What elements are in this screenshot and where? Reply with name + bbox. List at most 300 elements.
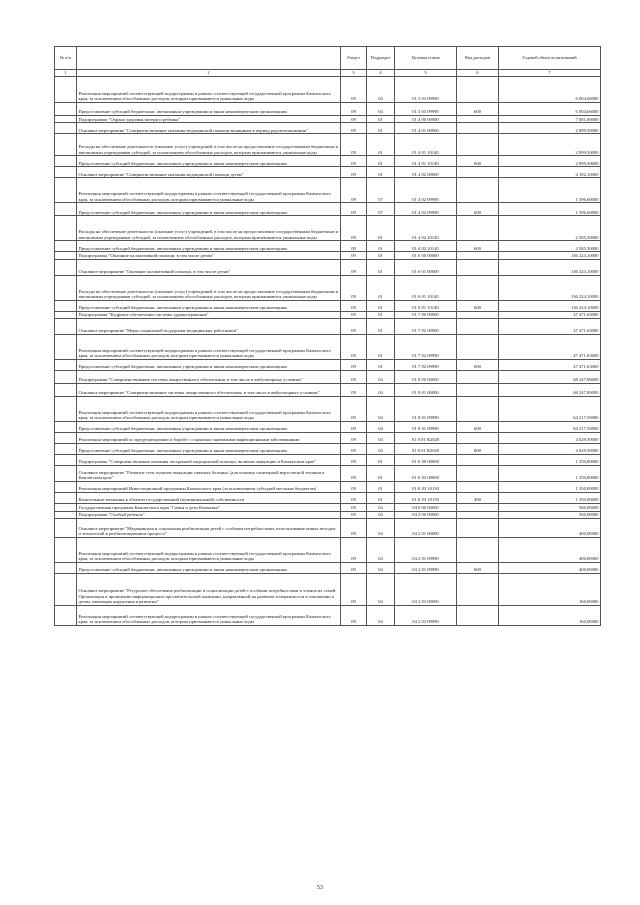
row-vid	[457, 606, 499, 626]
table-row	[55, 606, 601, 626]
row-number	[55, 167, 77, 178]
row-vid	[457, 455, 499, 466]
table-row	[55, 397, 601, 422]
row-sum: 47 471,63000	[499, 319, 601, 335]
table-row	[55, 422, 601, 433]
row-name: Основное мероприятие "Оказание паллиативной помощи, в том числе детям"	[77, 259, 341, 275]
row-vid	[457, 275, 499, 300]
table-row	[55, 444, 601, 455]
row-number	[55, 433, 77, 444]
row-number	[55, 300, 77, 311]
row-name: Предоставление субсидий бюджетным, автономным учреждениям и иным некоммерческим организациям	[77, 422, 341, 433]
row-podrazdel: 07	[367, 203, 395, 216]
table-row	[55, 300, 601, 311]
row-razdel: 09	[341, 319, 367, 335]
row-sum: 2 899,50000	[499, 156, 601, 167]
row-number	[55, 482, 77, 493]
row-podrazdel: 01	[367, 241, 395, 252]
table-row	[55, 574, 601, 606]
row-sum: 400,00000	[499, 538, 601, 563]
row-razdel: 09	[341, 519, 367, 538]
row-number	[55, 606, 77, 626]
table-row	[55, 275, 601, 300]
row-razdel: 09	[341, 167, 367, 178]
row-sum: 64 217,50000	[499, 422, 601, 433]
row-razdel: 09	[341, 77, 367, 103]
row-razdel: 09	[341, 203, 367, 216]
row-number	[55, 422, 77, 433]
row-name: Подпрограмма "Совершенствование системы лекарственного обеспечения, в том числе в амбулаторных условиях"	[77, 371, 341, 384]
row-vid	[457, 538, 499, 563]
row-podrazdel: 04	[367, 433, 395, 444]
row-razdel: 09	[341, 574, 367, 606]
row-number	[55, 103, 77, 116]
row-target: 01 Б 03 10130	[395, 493, 457, 504]
row-sum: 6 004,66000	[499, 103, 601, 116]
row-sum: 560,00000	[499, 511, 601, 518]
row-podrazdel: 04	[367, 397, 395, 422]
header-name	[77, 47, 341, 70]
row-vid	[457, 134, 499, 156]
row-target: 04 2 03 09990	[395, 606, 457, 626]
row-podrazdel: 01	[367, 335, 395, 360]
row-sum: 1 350,00000	[499, 466, 601, 482]
row-target: 04 2 00 00000	[395, 511, 457, 518]
row-number	[55, 360, 77, 371]
row-number	[55, 455, 77, 466]
row-vid	[457, 433, 499, 444]
row-vid	[457, 574, 499, 606]
row-name: Государственная программа Камчатского края "Семья и дети Камчатки"	[77, 504, 341, 511]
row-target: 01 Б 00 00000	[395, 455, 457, 466]
table-row	[55, 519, 601, 538]
row-target: 01 7 00 00000	[395, 311, 457, 318]
row-number	[55, 335, 77, 360]
row-vid	[457, 384, 499, 397]
row-razdel: 09	[341, 433, 367, 444]
row-razdel: 09	[341, 493, 367, 504]
table-row	[55, 203, 601, 216]
table-row	[55, 371, 601, 384]
header-sum: Годовой объем ассигнований	[499, 47, 601, 70]
row-vid	[457, 252, 499, 259]
row-name: Основное мероприятие "Ресурсное обеспечение реабилитации и социализации детей с особыми потребностями и членов их семей. Организация и проведение информационно-просветительской кампании, направленной на развитие толерантности в отношении к детям, имеющим нарушения в развитии"	[77, 574, 341, 606]
row-podrazdel: 04	[367, 77, 395, 103]
table-row	[55, 482, 601, 493]
row-razdel: 09	[341, 156, 367, 167]
row-number	[55, 241, 77, 252]
column-number: 1	[55, 70, 77, 77]
row-name: Предоставление субсидий бюджетным, автономным учреждениям и иным некоммерческим организациям	[77, 203, 341, 216]
row-vid	[457, 511, 499, 518]
row-razdel: 09	[341, 422, 367, 433]
row-sum: 400,00000	[499, 519, 601, 538]
row-number	[55, 493, 77, 504]
row-target: 01 4 02 00000	[395, 167, 457, 178]
row-vid	[457, 167, 499, 178]
row-razdel: 09	[341, 538, 367, 563]
row-number	[55, 319, 77, 335]
row-sum: 2 585,50000	[499, 241, 601, 252]
table-row	[55, 335, 601, 360]
row-target: 01 7 02 09990	[395, 360, 457, 371]
row-vid: 600	[457, 360, 499, 371]
row-sum: 1 596,60000	[499, 203, 601, 216]
row-sum: 68 247,00000	[499, 371, 601, 384]
row-name: Предоставление субсидий бюджетным, автономным учреждениям и иным некоммерческим организациям	[77, 300, 341, 311]
table-row	[55, 493, 601, 504]
row-number	[55, 538, 77, 563]
row-razdel: 09	[341, 384, 367, 397]
row-vid	[457, 319, 499, 335]
row-podrazdel: 04	[367, 371, 395, 384]
table-body	[55, 77, 601, 626]
row-razdel: 09	[341, 275, 367, 300]
header-razdel: Раздел	[341, 47, 367, 70]
column-number-row	[55, 70, 601, 77]
row-target: 01 8 01 R2020	[395, 433, 457, 444]
row-sum: 68 247,00000	[499, 384, 601, 397]
row-sum: 136 224,10000	[499, 252, 601, 259]
table-row	[55, 178, 601, 203]
row-sum: 400,00000	[499, 563, 601, 574]
row-sum: 64 217,50000	[499, 397, 601, 422]
row-sum: 6 004,66000	[499, 77, 601, 103]
row-number	[55, 371, 77, 384]
row-target: 01 6 01 00000	[395, 259, 457, 275]
row-name: Подпрограмма "Охрана здоровья матери и ребенка"	[77, 116, 341, 123]
row-number	[55, 311, 77, 318]
table-row	[55, 167, 601, 178]
table-row	[55, 103, 601, 116]
table-row	[55, 384, 601, 397]
row-sum: 47 471,63000	[499, 335, 601, 360]
row-target: 01 Б 03 00000	[395, 466, 457, 482]
row-podrazdel: 07	[367, 178, 395, 203]
row-sum: 1 350,00000	[499, 482, 601, 493]
row-vid: 600	[457, 563, 499, 574]
row-number	[55, 511, 77, 518]
row-name: Подпрограмма "Кадровое обеспечение системы здравоохранения"	[77, 311, 341, 318]
row-number	[55, 384, 77, 397]
row-podrazdel: 01	[367, 252, 395, 259]
row-name: Реализация мероприятий соответствующей подпрограммы в рамках соответствующей государственной программы Камчатского края, за исключением обособленных расходов, которым присваиваются уникальные коды	[77, 77, 341, 103]
row-vid	[457, 116, 499, 123]
row-number	[55, 519, 77, 538]
table-row	[55, 77, 601, 103]
row-name: Подпрограмма "Оказание паллиативной помощи, в том числе детям"	[77, 252, 341, 259]
row-razdel: 09	[341, 466, 367, 482]
row-name: Капитальные вложения в объекты государственной (муниципальной) собственности	[77, 493, 341, 504]
row-razdel: 09	[341, 134, 367, 156]
table-row	[55, 504, 601, 511]
row-name: Расходы на обеспечение деятельности (оказание услуг) учреждений, в том числе на предоставление государственным бюджетным и автономным учреждениям субсидий, за исключением обособленных расходов, которым присваиваются уникальные коды	[77, 134, 341, 156]
row-sum: 4 029,50000	[499, 444, 601, 455]
row-podrazdel: 04	[367, 422, 395, 433]
row-target: 01 4 02 10140	[395, 216, 457, 241]
column-number: 6	[457, 70, 499, 77]
row-podrazdel: 04	[367, 574, 395, 606]
row-name: Основное мероприятие "Меры социальной поддержки медицинских работников"	[77, 319, 341, 335]
row-target: 01 8 01 09990	[395, 422, 457, 433]
row-target: 01 8 00 00000	[395, 371, 457, 384]
row-sum: 136 224,10000	[499, 275, 601, 300]
row-number	[55, 216, 77, 241]
row-name: Расходы на обеспечение деятельности (оказание услуг) учреждений, в том числе на предоставление государственным бюджетным и автономным учреждениям субсидий, за исключением обособленных расходов, которым присваиваются уникальные коды	[77, 275, 341, 300]
row-razdel: 09	[341, 511, 367, 518]
row-vid	[457, 77, 499, 103]
row-number	[55, 123, 77, 134]
row-razdel: 09	[341, 252, 367, 259]
row-razdel: 09	[341, 397, 367, 422]
row-vid	[457, 504, 499, 511]
row-vid: 600	[457, 422, 499, 433]
table-row	[55, 134, 601, 156]
row-name: Предоставление субсидий бюджетным, автономным учреждениям и иным некоммерческим организациям	[77, 360, 341, 371]
row-name: Основное мероприятие "Медицинская и социальная реабилитация детей с особыми потребностями, использование новых методов и технологий в реабилитационном процессе"	[77, 519, 341, 538]
row-target: 01 4 02 10140	[395, 241, 457, 252]
table-row	[55, 466, 601, 482]
row-razdel: 09	[341, 504, 367, 511]
row-name: Реализация мероприятий по предупреждению и борьбе с социально значимыми инфекционными заболеваниями	[77, 433, 341, 444]
row-podrazdel: 04	[367, 504, 395, 511]
row-target: 04 0 00 00000	[395, 504, 457, 511]
row-podrazdel: 01	[367, 156, 395, 167]
row-podrazdel: 01	[367, 134, 395, 156]
row-target: 01 6 01 10140	[395, 275, 457, 300]
table-row	[55, 259, 601, 275]
table-row	[55, 433, 601, 444]
row-target: 01 8 01 09990	[395, 397, 457, 422]
row-name: Предоставление субсидий бюджетным, автономным учреждениям и иным некоммерческим организациям	[77, 103, 341, 116]
row-name: Реализация мероприятий соответствующей подпрограммы в рамках соответствующей государственной программы Камчатского края, за исключением обособленных расходов, которым присваиваются уникальные коды	[77, 538, 341, 563]
row-number	[55, 563, 77, 574]
row-vid	[457, 259, 499, 275]
row-name: Предоставление субсидий бюджетным, автономным учреждениям и иным некоммерческим организациям	[77, 241, 341, 252]
row-name: Основное мероприятие "Совершенствование системы лекарственного обеспечения, в том числе в амбулаторных условиях"	[77, 384, 341, 397]
row-target: 01 8 01 R2020	[395, 444, 457, 455]
row-podrazdel: 01	[367, 275, 395, 300]
row-name: Основное мероприятие "Развитие сети пунктов эвакуации тяжелых больных (для помощи санитарной вертолетной техники в Камчатском крае"	[77, 466, 341, 482]
row-razdel: 09	[341, 360, 367, 371]
row-podrazdel: 01	[367, 259, 395, 275]
header-podrazdel: Подраздел	[367, 47, 395, 70]
row-vid	[457, 519, 499, 538]
row-podrazdel: 01	[367, 482, 395, 493]
row-vid	[457, 335, 499, 360]
row-vid: 400	[457, 493, 499, 504]
row-target: 04 2 01 00000	[395, 519, 457, 538]
row-sum: 160,00000	[499, 574, 601, 606]
row-podrazdel: 04	[367, 444, 395, 455]
table-row	[55, 241, 601, 252]
row-razdel: 09	[341, 103, 367, 116]
row-target: 01 6 01 10140	[395, 300, 457, 311]
column-number: 5	[395, 70, 457, 77]
row-number	[55, 574, 77, 606]
row-number	[55, 466, 77, 482]
row-podrazdel: 01	[367, 123, 395, 134]
row-sum: 1 596,60000	[499, 178, 601, 203]
row-number	[55, 252, 77, 259]
row-name: Предоставление субсидий бюджетным, автономным учреждениям и иным некоммерческим организациям	[77, 444, 341, 455]
row-razdel: 09	[341, 311, 367, 318]
row-vid	[457, 397, 499, 422]
table-row	[55, 123, 601, 134]
row-target: 01 6 00 00000	[395, 252, 457, 259]
row-target: 01 3 03 09990	[395, 103, 457, 116]
row-target: 01 4 00 00000	[395, 116, 457, 123]
row-name: Подпрограмма "Совершенствование оказания экстренной медицинской помощи, включая эвакуацию в Камчатском крае"	[77, 455, 341, 466]
header-num: № п/п	[55, 47, 77, 70]
table-row	[55, 511, 601, 518]
row-vid	[457, 466, 499, 482]
row-target: 01 4 01 10140	[395, 156, 457, 167]
budget-table	[54, 46, 601, 626]
row-name: Реализация мероприятий Инвестиционной программы Камчатского края (за исключением субсидий местным бюджетам)	[77, 482, 341, 493]
row-vid: 600	[457, 203, 499, 216]
row-vid: 600	[457, 444, 499, 455]
row-razdel: 09	[341, 300, 367, 311]
row-vid: 600	[457, 156, 499, 167]
row-sum: 4 182,10000	[499, 167, 601, 178]
row-vid	[457, 216, 499, 241]
table-row	[55, 563, 601, 574]
table-row	[55, 311, 601, 318]
column-number: 4	[367, 70, 395, 77]
row-number	[55, 178, 77, 203]
row-razdel: 09	[341, 241, 367, 252]
row-sum: 1 350,00000	[499, 455, 601, 466]
row-number	[55, 156, 77, 167]
row-podrazdel: 01	[367, 493, 395, 504]
row-razdel: 09	[341, 335, 367, 360]
row-number	[55, 397, 77, 422]
row-target: 01 3 03 09990	[395, 77, 457, 103]
row-podrazdel: 04	[367, 563, 395, 574]
row-number	[55, 203, 77, 216]
row-number	[55, 275, 77, 300]
row-podrazdel: 01	[367, 360, 395, 371]
row-vid	[457, 178, 499, 203]
row-podrazdel: 01	[367, 167, 395, 178]
row-name: Подпрограмма "Особый ребенок"	[77, 511, 341, 518]
row-target: 01 Б 03 10130	[395, 482, 457, 493]
page-number: 53	[317, 885, 323, 891]
table-row	[55, 156, 601, 167]
row-razdel: 09	[341, 482, 367, 493]
row-razdel: 09	[341, 259, 367, 275]
row-razdel: 09	[341, 178, 367, 203]
row-sum: 136 224,10000	[499, 259, 601, 275]
row-sum: 2 585,50000	[499, 216, 601, 241]
row-target: 01 4 02 09990	[395, 203, 457, 216]
row-podrazdel: 04	[367, 519, 395, 538]
table-row	[55, 116, 601, 123]
row-sum: 2 899,50000	[499, 123, 601, 134]
row-podrazdel: 04	[367, 384, 395, 397]
row-podrazdel: 04	[367, 103, 395, 116]
row-podrazdel: 01	[367, 466, 395, 482]
budget-sheet	[54, 46, 600, 626]
row-podrazdel: 01	[367, 216, 395, 241]
row-target: 04 2 03 00000	[395, 574, 457, 606]
row-target: 04 2 01 09990	[395, 563, 457, 574]
row-name: Расходы на обеспечение деятельности (оказание услуг) учреждений, в том числе на предоставление государственным бюджетным и автономным учреждениям субсидий, за исключением обособленных расходов, которым присваиваются уникальные коды	[77, 216, 341, 241]
row-razdel: 09	[341, 216, 367, 241]
row-name: Основное мероприятие "Совершенствование оказания медицинской помощи детям"	[77, 167, 341, 178]
row-razdel: 09	[341, 563, 367, 574]
row-sum: 4 029,50000	[499, 433, 601, 444]
row-target: 01 8 01 00000	[395, 384, 457, 397]
row-razdel: 09	[341, 455, 367, 466]
row-number	[55, 444, 77, 455]
column-number: 2	[77, 70, 341, 77]
row-sum: 560,00000	[499, 504, 601, 511]
row-sum: 47 471,63000	[499, 360, 601, 371]
row-number	[55, 116, 77, 123]
table-row	[55, 360, 601, 371]
row-podrazdel: 01	[367, 311, 395, 318]
row-sum: 1 350,00000	[499, 493, 601, 504]
row-number	[55, 504, 77, 511]
header-vid: Вид расходов	[457, 47, 499, 70]
row-name: Основное мероприятие "Совершенствование оказания медицинской помощи женщинам в период родовспоможения"	[77, 123, 341, 134]
row-target: 01 4 01 10140	[395, 134, 457, 156]
row-sum: 7 081,60000	[499, 116, 601, 123]
row-sum: 136 224,10000	[499, 300, 601, 311]
table-row	[55, 538, 601, 563]
row-razdel: 09	[341, 444, 367, 455]
row-razdel: 09	[341, 123, 367, 134]
column-number: 3	[341, 70, 367, 77]
row-name: Реализация мероприятий соответствующей подпрограммы в рамках соответствующей государственной программы Камчатского края, за исключением обособленных расходов, которым присваиваются уникальные коды	[77, 606, 341, 626]
row-target: 01 7 02 00000	[395, 319, 457, 335]
row-target: 01 4 02 09990	[395, 178, 457, 203]
row-vid: 600	[457, 241, 499, 252]
row-sum: 47 471,63000	[499, 311, 601, 318]
table-row	[55, 216, 601, 241]
row-number	[55, 259, 77, 275]
row-razdel: 09	[341, 606, 367, 626]
table-row	[55, 455, 601, 466]
row-vid	[457, 311, 499, 318]
table-row	[55, 319, 601, 335]
row-name: Реализация мероприятий соответствующей подпрограммы в рамках соответствующей государственной программы Камчатского края, за исключением обособленных расходов, которым присваиваются уникальные коды	[77, 335, 341, 360]
row-name: Предоставление субсидий бюджетным, автономным учреждениям и иным некоммерческим организациям	[77, 563, 341, 574]
row-vid	[457, 371, 499, 384]
table-row	[55, 252, 601, 259]
row-vid	[457, 123, 499, 134]
row-vid: 600	[457, 300, 499, 311]
row-razdel: 09	[341, 116, 367, 123]
row-podrazdel: 01	[367, 300, 395, 311]
row-podrazdel: 04	[367, 511, 395, 518]
row-podrazdel: 01	[367, 455, 395, 466]
row-sum: 160,00000	[499, 606, 601, 626]
header-target: Целевая статья	[395, 47, 457, 70]
row-vid: 600	[457, 103, 499, 116]
row-podrazdel: 04	[367, 606, 395, 626]
row-number	[55, 77, 77, 103]
table-header-row	[55, 47, 601, 70]
row-name: Предоставление субсидий бюджетным, автономным учреждениям и иным некоммерческим организациям	[77, 156, 341, 167]
column-number: 7	[499, 70, 601, 77]
row-name: Реализация мероприятий соответствующей подпрограммы в рамках соответствующей государственной программы Камчатского края, за исключением обособленных расходов, которым присваиваются уникальные коды	[77, 178, 341, 203]
row-name: Реализация мероприятий соответствующей подпрограммы в рамках соответствующей государственной программы Камчатского края, за исключением обособленных расходов, которым присваиваются уникальные коды	[77, 397, 341, 422]
row-vid	[457, 482, 499, 493]
row-target: 01 4 01 00000	[395, 123, 457, 134]
